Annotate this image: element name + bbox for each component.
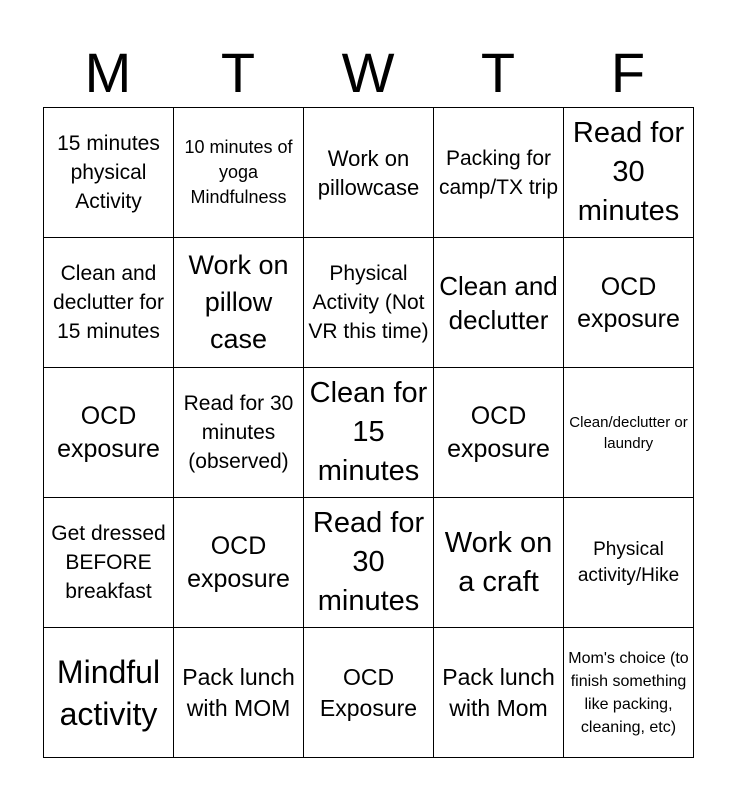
bingo-cell: Clean and declutter for 15 minutes [44, 238, 174, 368]
bingo-cell: OCD exposure [564, 238, 694, 368]
header-letter-t2: T [480, 41, 516, 104]
bingo-cell: Read for 30 minutes (observed) [174, 368, 304, 498]
bingo-cell: Read for 30 minutes [564, 108, 694, 238]
bingo-card [43, 107, 694, 758]
bingo-cell: Pack lunch with Mom [434, 628, 564, 758]
bingo-cell: Mindful activity [44, 628, 174, 758]
bingo-cell: Get dressed BEFORE breakfast [44, 498, 174, 628]
bingo-header [43, 38, 693, 108]
bingo-cell: 15 minutes physical Activity [44, 108, 174, 238]
bingo-cell: Physical activity/Hike [564, 498, 694, 628]
bingo-cell: OCD exposure [174, 498, 304, 628]
bingo-cell: Mom's choice (to finish something like packing, cleaning, etc) [564, 628, 694, 758]
bingo-cell: Work on pillow case [174, 238, 304, 368]
header-letter-w: W [341, 41, 395, 104]
bingo-cell: Clean and declutter [434, 238, 564, 368]
bingo-cell: Read for 30 minutes [304, 498, 434, 628]
bingo-row [44, 108, 694, 238]
bingo-cell: Clean/declutter or laundry [564, 368, 694, 498]
bingo-row [44, 368, 694, 498]
bingo-cell: OCD Exposure [304, 628, 434, 758]
bingo-cell: Physical Activity (Not VR this time) [304, 238, 434, 368]
bingo-row [44, 238, 694, 368]
header-letter-m: M [84, 41, 132, 104]
header-letter-f: F [610, 41, 646, 104]
bingo-cell: Work on pillowcase [304, 108, 434, 238]
bingo-cell: Packing for camp/TX trip [434, 108, 564, 238]
header-letter-t: T [220, 41, 256, 104]
bingo-cell: Pack lunch with MOM [174, 628, 304, 758]
bingo-cell: 10 minutes of yoga Mindfulness [174, 108, 304, 238]
bingo-row [44, 498, 694, 628]
bingo-cell: OCD exposure [434, 368, 564, 498]
bingo-cell: Clean for 15 minutes [304, 368, 434, 498]
bingo-row [44, 628, 694, 758]
bingo-cell: Work on a craft [434, 498, 564, 628]
bingo-cell: OCD exposure [44, 368, 174, 498]
